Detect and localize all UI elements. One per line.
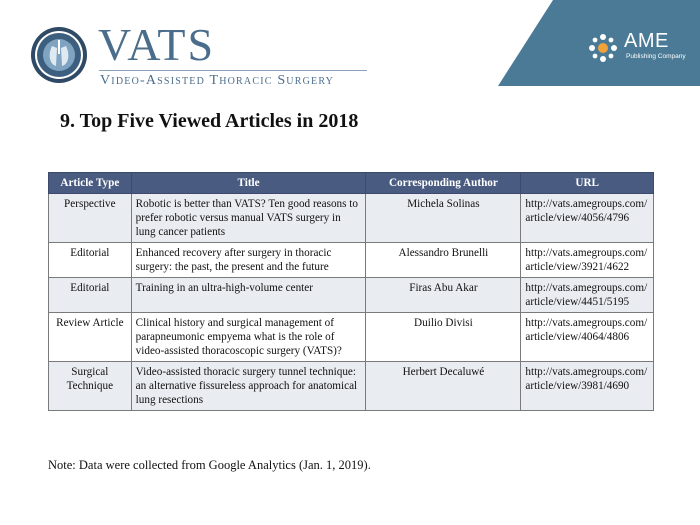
author-cell: Duilio Divisi [366,313,521,362]
header-title: Title [131,173,366,194]
ame-dots-icon [583,28,623,68]
brand-subtitle: Video-Assisted Thoracic Surgery [100,73,335,88]
url-cell[interactable]: http://vats.amegroups.com/article/view/4451/5195 [521,278,654,313]
article-type-cell: Perspective [49,194,132,243]
article-title-cell: Training in an ultra-high-volume center [131,278,366,313]
url-cell[interactable]: http://vats.amegroups.com/article/view/3981/4690 [521,362,654,411]
brand-rule [99,70,367,71]
table-row [49,313,654,362]
header-article-type: Article Type [49,173,132,194]
article-type-cell: Review Article [49,313,132,362]
url-cell[interactable]: http://vats.amegroups.com/article/view/4056/4796 [521,194,654,243]
header-corresponding-author: Corresponding Author [366,173,521,194]
author-cell: Firas Abu Akar [366,278,521,313]
table-header-row [49,173,654,194]
author-cell: Alessandro Brunelli [366,243,521,278]
table-row [49,278,654,313]
url-cell[interactable]: http://vats.amegroups.com/article/view/4064/4806 [521,313,654,362]
article-title-cell: Clinical history and surgical management of parapneumonic empyema what is the role of video-assisted thoracoscopic surgery (VATS)? [131,313,366,362]
brand-title: VATS [98,19,216,70]
data-source-note: Note: Data were collected from Google Analytics (Jan. 1, 2019). [48,458,371,472]
table-row [49,194,654,243]
article-title-cell: Robotic is better than VATS? Ten good reasons to prefer robotic versus manual VATS surgery in lung cancer patients [131,194,366,243]
table-row [49,362,654,411]
author-cell: Herbert Decaluwé [366,362,521,411]
articles-table [48,172,654,411]
author-cell: Michela Solinas [366,194,521,243]
publisher-subtitle: Publishing Company [626,53,686,60]
article-title-cell: Enhanced recovery after surgery in thoracic surgery: the past, the present and the future [131,243,366,278]
article-type-cell: Surgical Technique [49,362,132,411]
url-cell[interactable]: http://vats.amegroups.com/article/view/3921/4622 [521,243,654,278]
page-title: 9. Top Five Viewed Articles in 2018 [60,110,359,132]
vats-seal-logo [30,26,88,84]
table-row [49,243,654,278]
publisher-name: AME [624,30,669,52]
header-url: URL [521,173,654,194]
article-title-cell: Video-assisted thoracic surgery tunnel technique: an alternative fissureless approach for anatomical lung resections [131,362,366,411]
article-type-cell: Editorial [49,243,132,278]
article-type-cell: Editorial [49,278,132,313]
header [0,0,700,100]
